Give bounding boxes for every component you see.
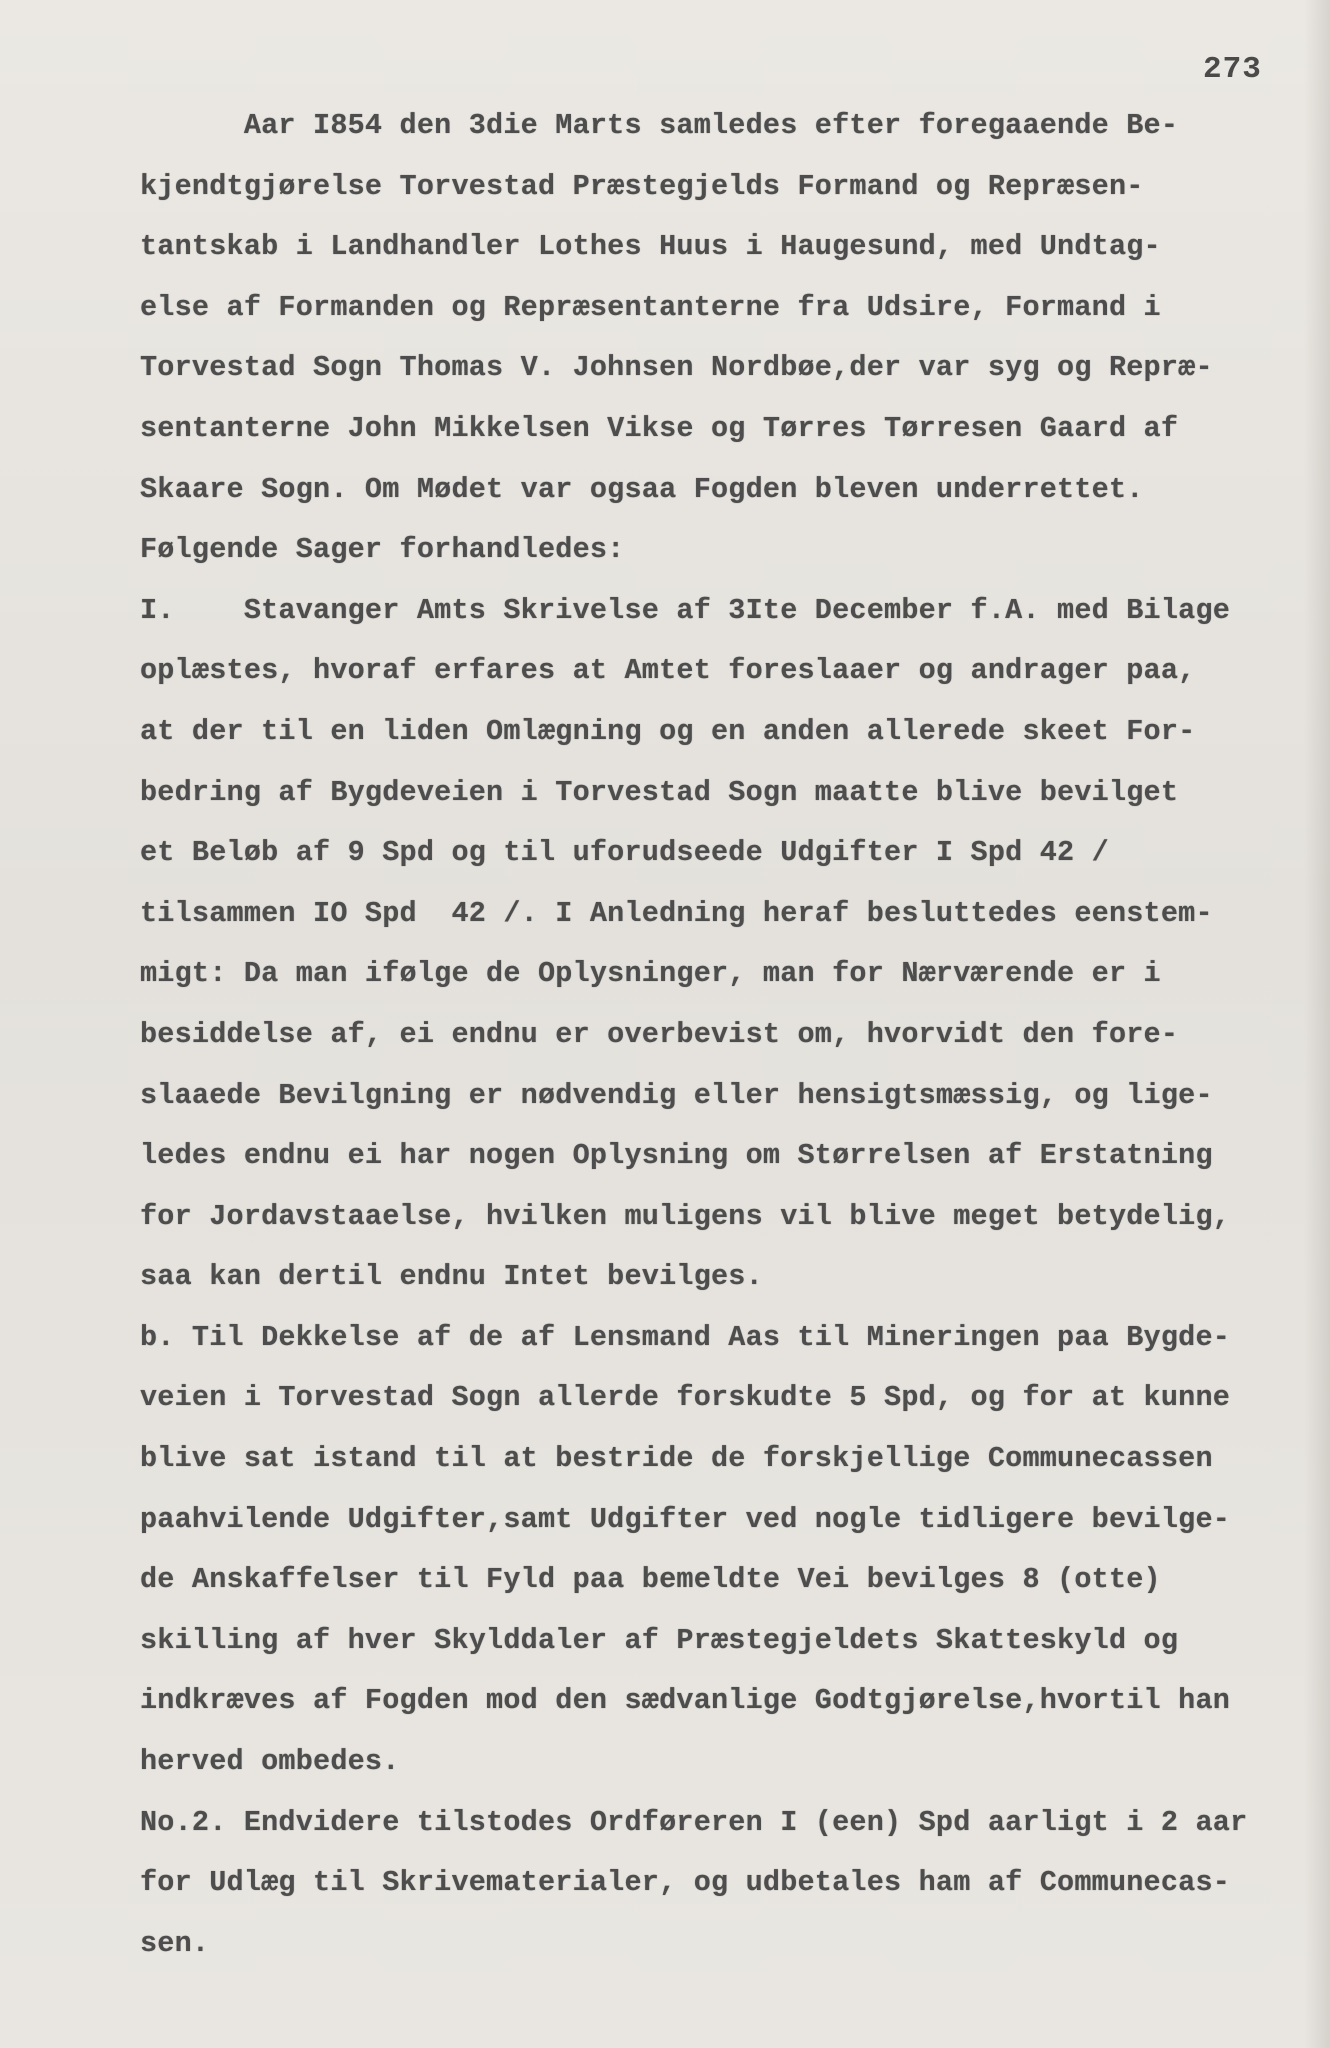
text-line: Følgende Sager forhandledes: <box>140 533 625 567</box>
text-line: oplæstes, hvoraf erfares at Amtet foreslaaer og andrager paa, <box>140 654 1196 688</box>
page-edge-shadow <box>1304 0 1330 2048</box>
text-line: slaaede Bevilgning er nødvendig eller hensigtsmæssig, og lige- <box>140 1078 1213 1112</box>
text-line: saa kan dertil endnu Intet bevilges. <box>140 1260 763 1294</box>
text-line: Torvestad Sogn Thomas V. Johnsen Nordbøe,der var syg og Repræ- <box>140 351 1213 385</box>
text-line: tantskab i Landhandler Lothes Huus i Haugesund, med Undtag- <box>140 230 1161 264</box>
text-line: else af Formanden og Repræsentanterne fra Udsire, Formand i <box>140 290 1161 324</box>
typewritten-text-body <box>140 96 1305 1974</box>
text-line: et Beløb af 9 Spd og til uforudseede Udgifter I Spd 42 / <box>140 836 1109 870</box>
text-line: ledes endnu ei har nogen Oplysning om Størrelsen af Erstatning <box>140 1139 1213 1173</box>
text-line: Skaare Sogn. Om Mødet var ogsaa Fogden bleven underrettet. <box>140 472 1144 506</box>
text-line: migt: Da man ifølge de Oplysninger, man for Nærværende er i <box>140 957 1161 991</box>
text-line: No.2. Endvidere tilstodes Ordføreren I (een) Spd aarligt i 2 aar <box>140 1805 1248 1839</box>
text-line: indkræves af Fogden mod den sædvanlige Godtgjørelse,hvortil han <box>140 1684 1231 1718</box>
text-line: besiddelse af, ei endnu er overbevist om, hvorvidt den fore- <box>140 1017 1179 1051</box>
text-line: at der til en liden Omlægning og en anden allerede skeet For- <box>140 714 1196 748</box>
text-line: Aar I854 den 3die Marts samledes efter foregaaende Be- <box>140 109 1179 142</box>
text-line: b. Til Dekkelse af de af Lensmand Aas til Mineringen paa Bygde- <box>140 1320 1231 1354</box>
text-line: for Udlæg til Skrivematerialer, og udbetales ham af Communecas- <box>140 1866 1231 1900</box>
text-line: de Anskaffelser til Fyld paa bemeldte Vei bevilges 8 (otte) <box>140 1563 1161 1597</box>
text-line: sen. <box>140 1926 210 1960</box>
text-line: paahvilende Udgifter,samt Udgifter ved nogle tidligere bevilge- <box>140 1502 1231 1536</box>
text-line: bedring af Bygdeveien i Torvestad Sogn maatte blive bevilget <box>140 775 1179 809</box>
text-line: veien i Torvestad Sogn allerde forskudte 5 Spd, og for at kunne <box>140 1381 1231 1415</box>
text-line: tilsammen IO Spd 42 /. I Anledning heraf besluttedes eenstem- <box>140 896 1213 930</box>
text-line: I. Stavanger Amts Skrivelse af 3Ite December f.A. med Bilage <box>140 593 1231 627</box>
text-line: kjendtgjørelse Torvestad Præstegjelds Formand og Repræsen- <box>140 169 1144 203</box>
page-number: 273 <box>1203 52 1262 87</box>
text-line: for Jordavstaaelse, hvilken muligens vil blive meget betydelig, <box>140 1199 1231 1233</box>
text-line: herved ombedes. <box>140 1745 400 1779</box>
text-line: blive sat istand til at bestride de forskjellige Communecassen <box>140 1442 1213 1476</box>
text-line: sentanterne John Mikkelsen Vikse og Tørres Tørresen Gaard af <box>140 411 1179 445</box>
text-line: skilling af hver Skylddaler af Præstegjeldets Skatteskyld og <box>140 1623 1179 1657</box>
